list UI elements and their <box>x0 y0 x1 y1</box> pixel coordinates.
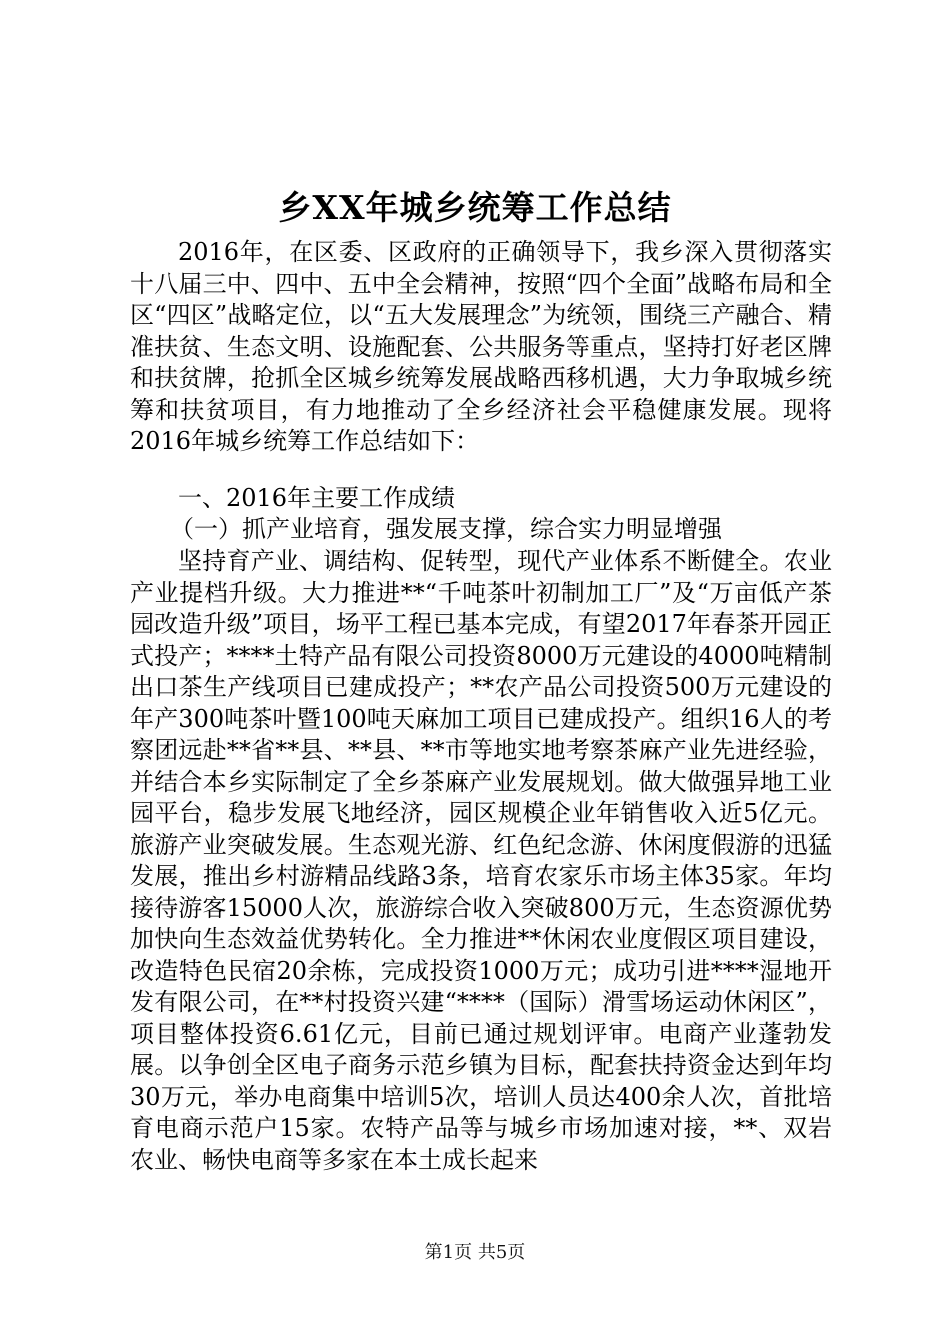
section-heading: 一、2016年主要工作成绩 <box>178 484 456 512</box>
body-paragraph: 坚持育产业、调结构、促转型，现代产业体系不断健全。农业产业提档升级。大力推进**“千吨茶叶初制加工厂”及“万亩低产茶园改造升级”项目，场平工程已基本完成，有望2017年春茶开园正式投产；****土特产品有限公司投资8000万元建设的4000吨精制出口茶生产线项目已建成投产；**农产品公司投资500万元建设的年产300吨茶叶暨100吨天麻加工项目已建成投产。组织16人的考察团远赴**省**县、**县、**市等地实地考察茶麻产业先进经验，并结合本乡实际制定了全乡茶麻产业发展规划。做大做强异地工业园平台，稳步发展飞地经济，园区规模企业年销售收入近5亿元。旅游产业突破发展。生态观光游、红色纪念游、休闲度假游的迅猛发展，推出乡村游精品线路3条，培育农家乐市场主体35家。年均接待游客15000人次，旅游综合收入突破800万元，生态资源优势加快向生态效益优势转化。全力推进**休闲农业度假区项目建设，改造特色民宿20余栋，完成投资1000万元；成功引进****湿地开发有限公司，在**村投资兴建“****（国际）滑雪场运动休闲区”，项目整体投资6.61亿元，目前已通过规划评审。电商产业蓬勃发展。以争创全区电子商务示范乡镇为目标，配套扶持资金达到年均30万元，举办电商集中培训5次，培训人员达400余人次，首批培育电商示范户15家。农特产品等与城乡市场加速对接，**、双岩农业、畅快电商等多家在本土成长起来 <box>130 547 832 1174</box>
intro-paragraph: 2016年，在区委、区政府的正确领导下，我乡深入贯彻落实十八届三中、四中、五中全会精神，按照“四个全面”战略布局和全区“四区”战略定位，以“五大发展理念”为统领，围绕三产融合、精准扶贫、生态文明、设施配套、公共服务等重点，坚持打好老区牌和扶贫牌，抢抓全区城乡统筹发展战略西移机遇，大力争取城乡统筹和扶贫项目，有力地推动了全乡经济社会平稳健康发展。现将2016年城乡统筹工作总结如下： <box>130 238 832 455</box>
document-title: 乡XX年城乡统筹工作总结 <box>278 188 672 227</box>
subsection-heading: （一）抓产业培育，强发展支撑，综合实力明显增强 <box>170 515 722 543</box>
page-footer: 第1页 共5页 <box>424 1242 526 1263</box>
